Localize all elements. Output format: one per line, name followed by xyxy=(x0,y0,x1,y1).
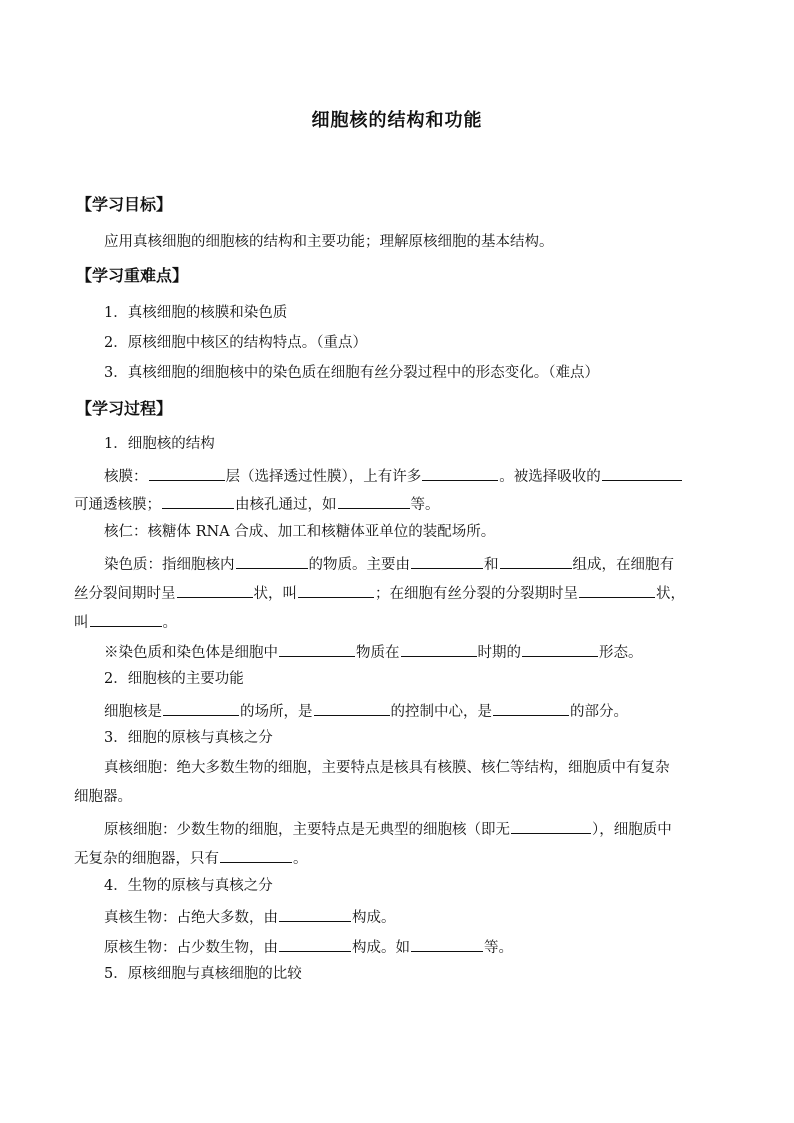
fill-in-blank xyxy=(401,640,477,657)
chromatin-line-1 xyxy=(104,552,674,575)
fill-in-blank xyxy=(149,464,225,481)
section-heading-process: 【学习过程】 xyxy=(76,399,173,418)
text-span: 可通透核膜； xyxy=(74,497,161,513)
fill-in-blank xyxy=(90,610,162,627)
text-span: 构成。 xyxy=(352,910,396,926)
text-span: 层（选择透过性膜），上有许多 xyxy=(225,469,422,485)
subsection-title: 4．生物的原核与真核之分 xyxy=(104,878,273,894)
fill-in-blank xyxy=(493,699,569,716)
text-span: 。被选择吸收的 xyxy=(499,469,601,485)
text-span: 和 xyxy=(484,557,499,573)
function-line xyxy=(104,699,628,722)
section-heading-key-points: 【学习重难点】 xyxy=(76,266,189,285)
text-span: 等。 xyxy=(410,497,440,513)
prokaryotic-cell-line-2 xyxy=(74,846,308,869)
text-span: ※染色质和染色体是细胞中 xyxy=(104,645,278,661)
text-span: 丝分裂间期时呈 xyxy=(74,586,176,602)
fill-in-blank xyxy=(177,581,253,598)
text-span: 真核生物：占绝大多数，由 xyxy=(104,910,278,926)
text-span: 原核生物：占少数生物，由 xyxy=(104,940,278,956)
text-span: 的物质。主要由 xyxy=(308,557,410,573)
subsection-title: 3．细胞的原核与真核之分 xyxy=(104,730,273,746)
text-span: 的场所，是 xyxy=(240,704,313,720)
prokaryotic-cell-line-1 xyxy=(104,817,672,840)
text-span: 细胞核是 xyxy=(104,704,162,720)
key-point-item: 2．原核细胞中核区的结构特点。（重点） xyxy=(104,335,367,351)
fill-in-blank xyxy=(163,699,239,716)
text-span: 时期的 xyxy=(477,645,521,661)
membrane-line-1 xyxy=(104,464,683,487)
subsection-title: 1．细胞核的结构 xyxy=(104,436,215,452)
page-title: 细胞核的结构和功能 xyxy=(311,110,483,131)
text-span: 。 xyxy=(162,615,177,631)
chromatin-line-2 xyxy=(74,581,685,604)
text-span: 构成。如 xyxy=(352,940,410,956)
text-span: ），细胞质中 xyxy=(592,822,672,838)
fill-in-blank xyxy=(511,817,591,834)
membrane-line-2 xyxy=(74,492,440,515)
text-span: 原核细胞：少数生物的细胞，主要特点是无典型的细胞核（即无 xyxy=(104,822,510,838)
chromatin-line-3 xyxy=(74,610,177,633)
fill-in-blank xyxy=(298,581,374,598)
text-span: 等。 xyxy=(484,940,513,956)
text-span: 染色质：指细胞核内 xyxy=(104,557,235,573)
fill-in-blank xyxy=(279,935,351,952)
text-span: 核膜： xyxy=(104,469,148,485)
text-span: 状，叫 xyxy=(253,586,297,602)
fill-in-blank xyxy=(279,640,355,657)
fill-in-blank xyxy=(411,552,483,569)
text-span: 由核孔通过，如 xyxy=(235,497,337,513)
fill-in-blank xyxy=(338,492,410,509)
eukaryotic-cell-line-1: 真核细胞：绝大多数生物的细胞，主要特点是核具有核膜、核仁等结构，细胞质中有复杂 xyxy=(104,760,670,776)
text-span: 组成，在细胞有 xyxy=(572,557,674,573)
text-span: 状， xyxy=(656,586,685,602)
text-span: 无复杂的细胞器，只有 xyxy=(74,851,219,867)
fill-in-blank xyxy=(411,935,483,952)
prokaryote-line xyxy=(104,935,513,958)
goals-text: 应用真核细胞的细胞核的结构和主要功能；理解原核细胞的基本结构。 xyxy=(104,234,554,250)
fill-in-blank xyxy=(162,492,234,509)
text-span: 叫 xyxy=(74,615,89,631)
text-span: ；在细胞有丝分裂的分裂期时呈 xyxy=(375,586,578,602)
fill-in-blank xyxy=(422,464,498,481)
key-point-item: 3．真核细胞的细胞核中的染色质在细胞有丝分裂过程中的形态变化。（难点） xyxy=(104,365,599,381)
subsection-title: 5．原核细胞与真核细胞的比较 xyxy=(104,966,302,982)
chromatin-note xyxy=(104,640,643,663)
key-point-item: 1．真核细胞的核膜和染色质 xyxy=(104,305,288,321)
fill-in-blank xyxy=(236,552,308,569)
fill-in-blank xyxy=(314,699,390,716)
eukaryote-line xyxy=(104,905,396,928)
fill-in-blank xyxy=(602,464,682,481)
text-span: 。 xyxy=(293,851,308,867)
fill-in-blank xyxy=(500,552,572,569)
text-span: 的控制中心，是 xyxy=(390,704,492,720)
fill-in-blank xyxy=(522,640,598,657)
fill-in-blank xyxy=(279,905,351,922)
text-span: 物质在 xyxy=(356,645,400,661)
text-span: 的部分。 xyxy=(570,704,628,720)
text-span: 形态。 xyxy=(599,645,643,661)
fill-in-blank xyxy=(579,581,655,598)
fill-in-blank xyxy=(220,846,292,863)
eukaryotic-cell-line-2: 细胞器。 xyxy=(74,789,132,805)
nucleolus-text: 核仁：核糖体 RNA 合成、加工和核糖体亚单位的装配场所。 xyxy=(104,524,496,540)
section-heading-goals: 【学习目标】 xyxy=(76,195,173,214)
subsection-title: 2．细胞核的主要功能 xyxy=(104,671,244,687)
